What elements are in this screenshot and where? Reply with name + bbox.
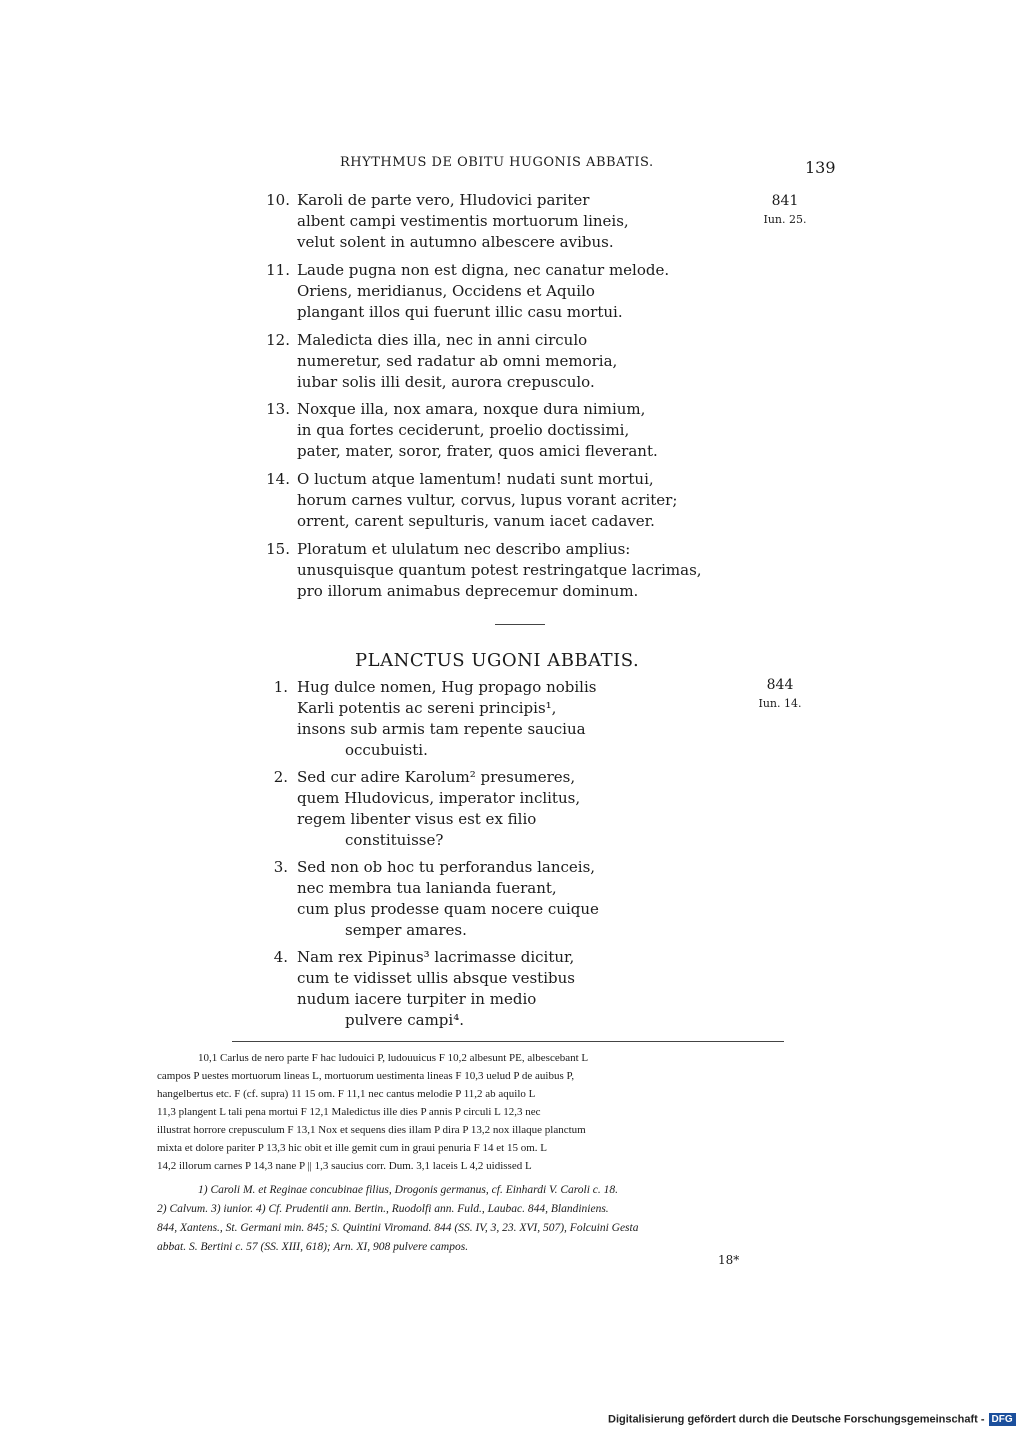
verse-line: numeretur, sed radatur ab omni memoria,	[297, 352, 618, 370]
verse-line: pater, mater, soror, frater, quos amici fleverant.	[297, 442, 658, 460]
verse-line: pro illorum animabus deprecemur dominum.	[297, 582, 639, 600]
verse-line: regem libenter visus est ex filio	[297, 810, 537, 828]
stanza-number: 14.	[266, 470, 290, 488]
verse-line: Sed cur adire Karolum² presumeres,	[297, 768, 576, 786]
verse-line: Maledicta dies illa, nec in anni circulo	[297, 331, 588, 349]
verse-line: Oriens, meridianus, Occidens et Aquilo	[297, 282, 595, 300]
verse-line: quem Hludovicus, imperator inclitus,	[297, 789, 581, 807]
variant-note-line: 14,2 illorum carnes P 14,3 nane P || 1,3 saucius corr. Dum. 3,1 laceis L 4,2 uidissed L	[157, 1160, 532, 1172]
verse-line: Sed non ob hoc tu perforandus lanceis,	[297, 858, 596, 876]
variant-note-line: 10,1 Carlus de nero parte F hac ludouici P, ludouuicus F 10,2 albesunt PE, albescebant L	[198, 1052, 589, 1064]
margin-date-iun-25: Iun. 25.	[763, 213, 807, 226]
verse-line: cum te vidisset ullis absque vestibus	[297, 969, 575, 987]
stanza-number: 3.	[273, 858, 288, 876]
verse-line: unusquisque quantum potest restringatque lacrimas,	[297, 561, 702, 579]
verse-line: nudum iacere turpiter in medio	[297, 990, 537, 1008]
footer-text: Digitalisierung gefördert durch die Deutsche Forschungsgemeinschaft -	[608, 1413, 985, 1426]
verse-line: plangant illos qui fuerunt illic casu mortui.	[297, 303, 623, 321]
section-divider	[495, 624, 545, 625]
stanza-number: 11.	[266, 261, 290, 279]
verse-line: Laude pugna non est digna, nec canatur melode.	[297, 261, 670, 279]
stanza-number: 2.	[273, 768, 288, 786]
verse-line: insons sub armis tam repente sauciua	[297, 720, 586, 738]
verse-line-final: pulvere campi⁴.	[345, 1011, 464, 1029]
margin-year-844: 844	[766, 677, 794, 693]
verse-line: cum plus prodesse quam nocere cuique	[297, 900, 599, 918]
verse-line: in qua fortes ceciderunt, proelio doctissimi,	[297, 421, 630, 439]
verse-line: albent campi vestimentis mortuorum lineis,	[297, 212, 629, 230]
verse-line: orrent, carent sepulturis, vanum iacet cadaver.	[297, 512, 655, 530]
footnote-line: abbat. S. Bertini c. 57 (SS. XIII, 618); Arn. XI, 908 pulvere campos.	[157, 1241, 469, 1253]
variant-note-line: mixta et dolore pariter P 13,3 hic obit et ille gemit cum in graui penuria F 14 et 15 om. L	[157, 1142, 548, 1154]
stanza-number: 4.	[273, 948, 288, 966]
verse-line-final: occubuisti.	[345, 741, 428, 759]
verse-line-final: semper amares.	[345, 921, 467, 939]
stanza-number: 10.	[266, 191, 290, 209]
variant-note-line: hangelbertus etc. F (cf. supra) 11 15 om. F 11,1 nec cantus melodie P 11,2 ab aquilo L	[157, 1088, 536, 1100]
verse-line: velut solent in autumno albescere avibus.	[297, 233, 614, 251]
verse-line: Nam rex Pipinus³ lacrimasse dicitur,	[297, 948, 575, 966]
margin-year-841: 841	[771, 193, 799, 209]
stanza-number: 13.	[266, 400, 290, 418]
verse-line: Hug dulce nomen, Hug propago nobilis	[297, 678, 597, 696]
variant-note-line: 11,3 plangent L tali pena mortui F 12,1 Maledictus ille dies P annis P circuli L 12,3 nec	[157, 1106, 541, 1118]
variant-note-line: illustrat horrore crepusculum F 13,1 Nox et sequens dies illam P dira P 13,2 nox illaque planctum	[157, 1124, 586, 1136]
verse-line: Karoli de parte vero, Hludovici pariter	[297, 191, 590, 209]
digitization-footer	[608, 1413, 1016, 1426]
verse-line: horum carnes vultur, corvus, lupus vorant acriter;	[297, 491, 678, 509]
stanza-number: 1.	[273, 678, 288, 696]
variant-note-line: campos P uestes mortuorum lineas L, mortuorum uestimenta lineas F 10,3 uelud P de auibus P,	[157, 1070, 575, 1082]
footnote-line: 844, Xantens., St. Germani min. 845; S. Quintini Viromand. 844 (SS. IV, 3, 23. XVI, 507), Folcuini Gesta	[157, 1222, 639, 1234]
dfg-logo: DFG	[989, 1413, 1016, 1426]
verse-line: nec membra tua lanianda fuerant,	[297, 879, 557, 897]
verse-line-final: constituisse?	[345, 831, 444, 849]
footnote-line: 1) Caroli M. et Reginae concubinae filius, Drogonis germanus, cf. Einhardi V. Caroli c. 18.	[198, 1184, 619, 1196]
verse-line: Karli potentis ac sereni principis¹,	[297, 699, 557, 717]
stanza-number: 12.	[266, 331, 290, 349]
poem-title-planctus: PLANCTUS UGONI ABBATIS.	[355, 650, 640, 671]
margin-date-iun-14: Iun. 14.	[758, 697, 802, 710]
page-number: 139	[805, 158, 836, 177]
stanza-number: 15.	[266, 540, 290, 558]
verse-line: iubar solis illi desit, aurora crepusculo.	[297, 373, 595, 391]
running-header: RHYTHMUS DE OBITU HUGONIS ABBATIS.	[340, 155, 654, 170]
apparatus-rule	[232, 1041, 784, 1042]
verse-line: Ploratum et ululatum nec describo amplius:	[297, 540, 631, 558]
verse-line: O luctum atque lamentum! nudati sunt mortui,	[297, 470, 654, 488]
footnote-line: 2) Calvum. 3) iunior. 4) Cf. Prudentii ann. Bertin., Ruodolfi ann. Fuld., Laubac. 844, Blandiniens.	[157, 1203, 609, 1215]
signature-mark: 18*	[718, 1253, 740, 1267]
verse-line: Noxque illa, nox amara, noxque dura nimium,	[297, 400, 646, 418]
